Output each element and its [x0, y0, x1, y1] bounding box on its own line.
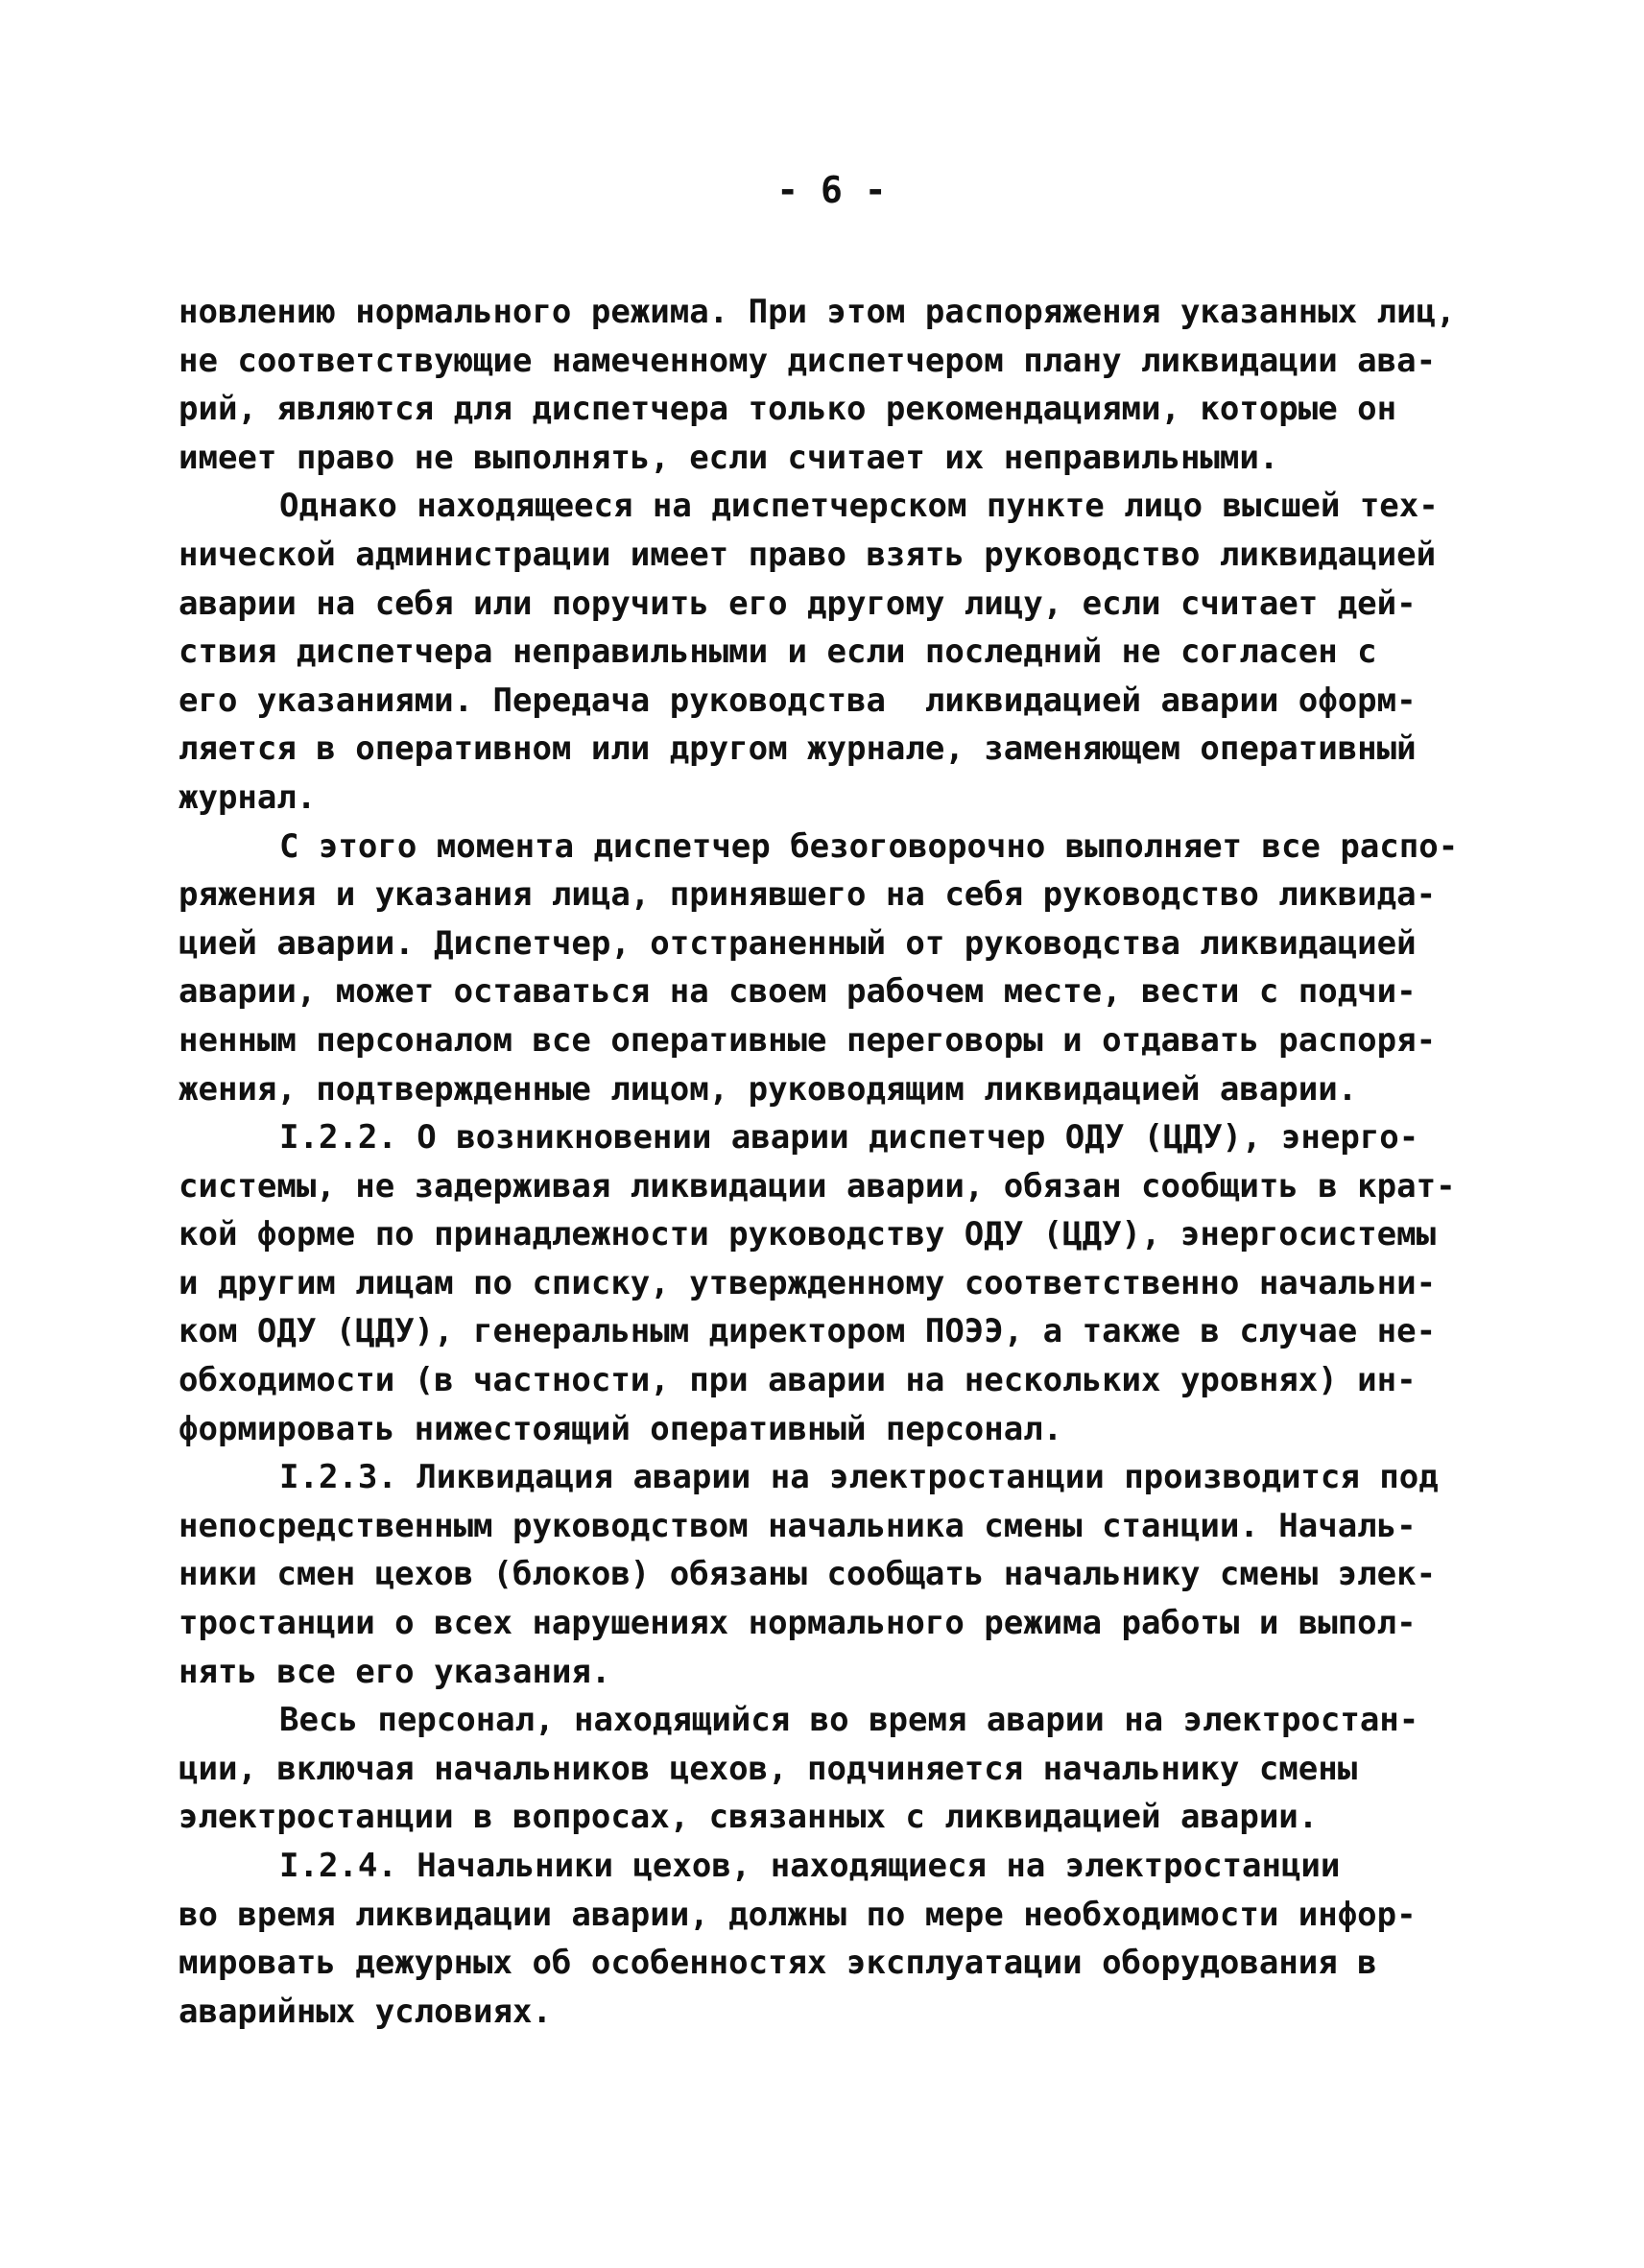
text-line: цией аварии. Диспетчер, отстраненный от руководства ликвидацией	[179, 923, 1417, 963]
text-line: ствия диспетчера неправильными и если последний не согласен с	[179, 633, 1377, 672]
text-line: формировать нижестоящий оперативный персонал.	[179, 1409, 1063, 1448]
text-line: ники смен цехов (блоков) обязаны сообщать начальнику смены элек-	[179, 1555, 1437, 1594]
text-line: нять все его указания.	[179, 1652, 611, 1691]
text-line: не соответствующие намеченному диспетчером плану ликвидации ава-	[179, 341, 1437, 380]
text-line: новлению нормального режима. При этом распоряжения указанных лиц,	[179, 293, 1456, 331]
text-line: С этого момента диспетчер безоговорочно выполняет все распо-	[279, 826, 1459, 866]
text-line: кой форме по принадлежности руководству ОДУ (ЦДУ), энергосистемы	[179, 1215, 1437, 1254]
text-line: обходимости (в частности, при аварии на нескольких уровнях) ин-	[179, 1361, 1417, 1400]
text-line: I.2.4. Начальники цехов, находящиеся на электростанции	[279, 1847, 1341, 1885]
text-line: жения, подтвержденные лицом, руководящим ликвидацией аварии.	[179, 1069, 1358, 1109]
text-line: рий, являются для диспетчера только рекомендациями, которые он	[179, 390, 1397, 429]
text-line: его указаниями. Передача руководства ликвидацией аварии оформ-	[179, 680, 1417, 720]
text-line: журнал.	[179, 777, 317, 817]
text-line: и другим лицам по списку, утвержденному соответственно начальни-	[179, 1263, 1437, 1302]
text-line: во время ликвидации аварии, должны по мере необходимости инфор-	[179, 1895, 1417, 1934]
text-line: аварии, может оставаться на своем рабочем месте, вести с подчи-	[179, 972, 1417, 1012]
text-line: электростанции в вопросах, связанных с ликвидацией аварии.	[179, 1798, 1319, 1837]
text-line: ряжения и указания лица, принявшего на себя руководство ликвида-	[179, 875, 1437, 915]
text-line: Однако находящееся на диспетчерском пункте лицо высшей тех-	[279, 487, 1439, 526]
text-line: аварии на себя или поручить его другому лицу, если считает дей-	[179, 584, 1417, 623]
text-line: нической администрации имеет право взять руководство ликвидацией	[179, 535, 1437, 574]
text-line: I.2.2. О возникновении аварии диспетчер ОДУ (ЦДУ), энерго-	[279, 1118, 1419, 1158]
text-line: I.2.3. Ликвидация аварии на электростанции производится под	[279, 1458, 1439, 1497]
text-line: ции, включая начальников цехов, подчиняется начальнику смены	[179, 1749, 1358, 1788]
text-line: мировать дежурных об особенностях эксплуатации оборудования в	[179, 1944, 1377, 1983]
text-line: ляется в оперативном или другом журнале, заменяющем оперативный	[179, 729, 1417, 769]
text-line: системы, не задерживая ликвидации аварии, обязан сообщить в крат-	[179, 1166, 1456, 1206]
text-line: ненным персоналом все оперативные переговоры и отдавать распоря-	[179, 1020, 1437, 1060]
body-text	[179, 288, 1469, 2036]
text-line: ком ОДУ (ЦДУ), генеральным директором ПОЭЭ, а также в случае не-	[179, 1312, 1437, 1351]
text-line: Весь персонал, находящийся во время аварии на электростан-	[279, 1701, 1419, 1740]
text-line: непосредственным руководством начальника смены станции. Началь-	[179, 1506, 1417, 1545]
text-line: имеет право не выполнять, если считает их неправильными.	[179, 438, 1279, 477]
page-number: - 6 -	[776, 169, 887, 211]
text-line: аварийных условиях.	[179, 1992, 552, 2031]
text-line: тростанции о всех нарушениях нормального режима работы и выпол-	[179, 1604, 1417, 1643]
